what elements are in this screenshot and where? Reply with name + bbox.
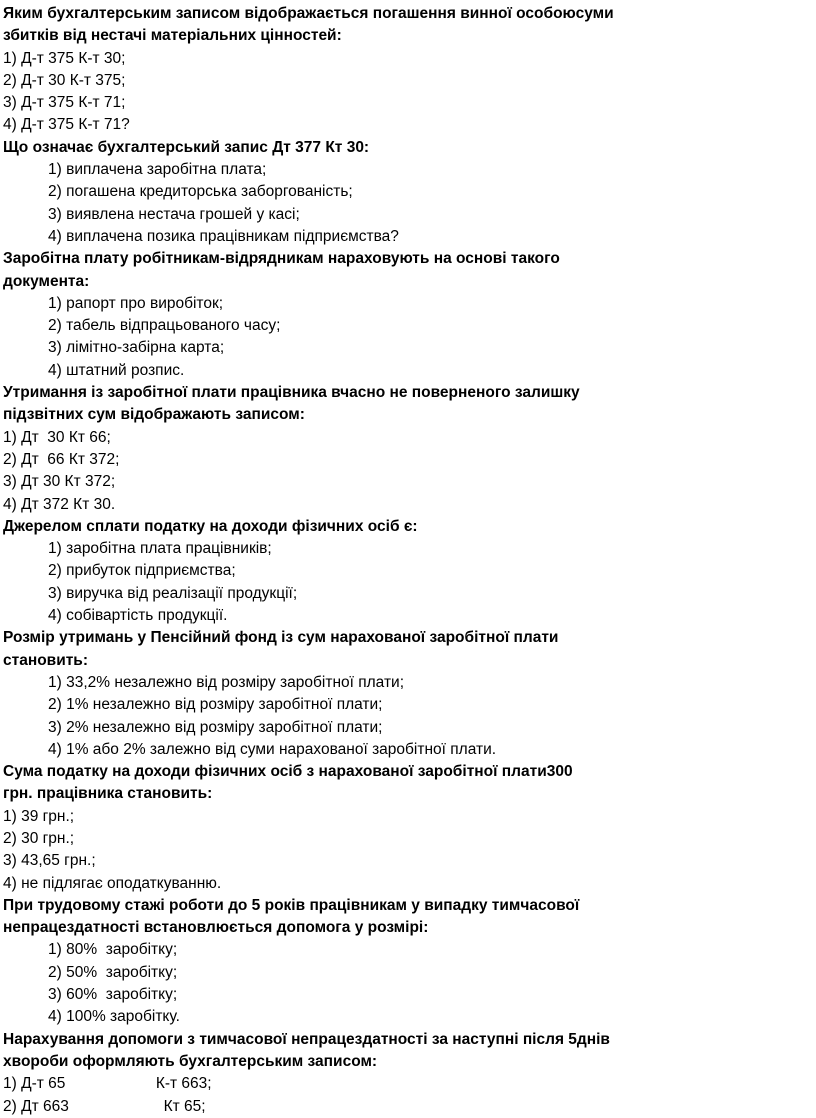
answer-option: 3) 2% незалежно від розміру заробітної плати; <box>48 718 383 736</box>
answer-option: 3) виявлена нестача грошей у касі; <box>48 205 300 223</box>
question-text: Що означає бухгалтерський запис Дт 377 Кт 30: <box>3 138 370 156</box>
answer-option: 4) 100% заробітку. <box>48 1008 180 1026</box>
question-text: Джерелом сплати податку на доходи фізичних осіб є: <box>3 517 418 535</box>
question-text: Яким бухгалтерським записом відображається погашення винної особоюсуми <box>3 5 614 22</box>
question-text: Розмір утримань у Пенсійний фонд із сум нарахованої заробітної плати <box>3 629 559 647</box>
answer-option: 3) Д-т 375 К-т 71; <box>3 94 126 112</box>
answer-option: 3) виручка від реалізації продукції; <box>48 584 298 602</box>
answer-option: 2) прибуток підприємства; <box>48 562 236 580</box>
answer-option: 4) собівартість продукції. <box>48 607 228 625</box>
question-text: грн. працівника становить: <box>3 785 213 803</box>
answer-option: 3) 43,65 грн.; <box>3 852 96 870</box>
answer-option: 3) лімітно-забірна карта; <box>48 339 225 357</box>
answer-option: 1) 33,2% незалежно від розміру заробітної плати; <box>48 673 405 691</box>
answer-option: 1) 39 грн.; <box>3 807 75 825</box>
question-text: При трудовому стажі роботи до 5 років працівникам у випадку тимчасової <box>3 896 580 914</box>
answer-option: 2) 50% заробітку; <box>48 963 178 981</box>
answer-option: 2) Дт 663 Кт 65; <box>3 1097 206 1115</box>
question-text: Нарахування допомоги з тимчасової непрацездатності за наступні після 5днів <box>3 1030 610 1048</box>
answer-option: 2) 30 грн.; <box>3 829 75 847</box>
answer-option: 3) 60% заробітку; <box>48 986 178 1004</box>
question-text: Заробітна плату робітникам-відрядникам нараховують на основі такого <box>3 250 560 268</box>
answer-option: 1) Д-т 65 К-т 663; <box>3 1075 212 1093</box>
question-text: непрацездатності встановлюється допомога у розмірі: <box>3 919 429 937</box>
question-text: Утримання із заробітної плати працівника вчасно не поверненого залишку <box>3 384 580 402</box>
answer-option: 4) виплачена позика працівникам підприємства? <box>48 227 399 245</box>
answer-option: 4) штатний розпис. <box>48 361 185 379</box>
answer-option: 2) 1% незалежно від розміру заробітної плати; <box>48 696 383 714</box>
answer-option: 1) Д-т 375 К-т 30; <box>3 49 126 67</box>
question-text: Сума податку на доходи фізичних осіб з нарахованої заробітної плати300 <box>3 763 573 781</box>
answer-option: 2) Д-т 30 К-т 375; <box>3 71 126 89</box>
answer-option: 1) заробітна плата працівників; <box>48 540 272 558</box>
answer-option: 2) погашена кредиторська заборгованість; <box>48 183 353 201</box>
answer-option: 1) виплачена заробітна плата; <box>48 161 267 179</box>
answer-option: 4) 1% або 2% залежно від суми нарахованої заробітної плати. <box>48 740 497 758</box>
answer-option: 1) 80% заробітку; <box>48 941 178 959</box>
question-text: хвороби оформляють бухгалтерським записом: <box>3 1052 378 1070</box>
answer-option: 1) Дт 30 Кт 66; <box>3 428 111 446</box>
question-text: збитків від нестачі матеріальних цінностей: <box>3 27 342 45</box>
answer-option: 4) не підлягає оподаткуванню. <box>3 874 222 892</box>
answer-option: 2) Дт 66 Кт 372; <box>3 450 120 468</box>
answer-option: 1) рапорт про виробіток; <box>48 294 224 312</box>
answer-option: 2) табель відпрацьованого часу; <box>48 317 281 335</box>
answer-option: 4) Дт 372 Кт 30. <box>3 495 116 513</box>
question-text: становить: <box>3 651 89 669</box>
question-text: підзвітних сум відображають записом: <box>3 406 305 424</box>
answer-option: 3) Дт 30 Кт 372; <box>3 473 116 491</box>
question-text: документа: <box>3 272 90 290</box>
answer-option: 4) Д-т 375 К-т 71? <box>3 116 130 134</box>
